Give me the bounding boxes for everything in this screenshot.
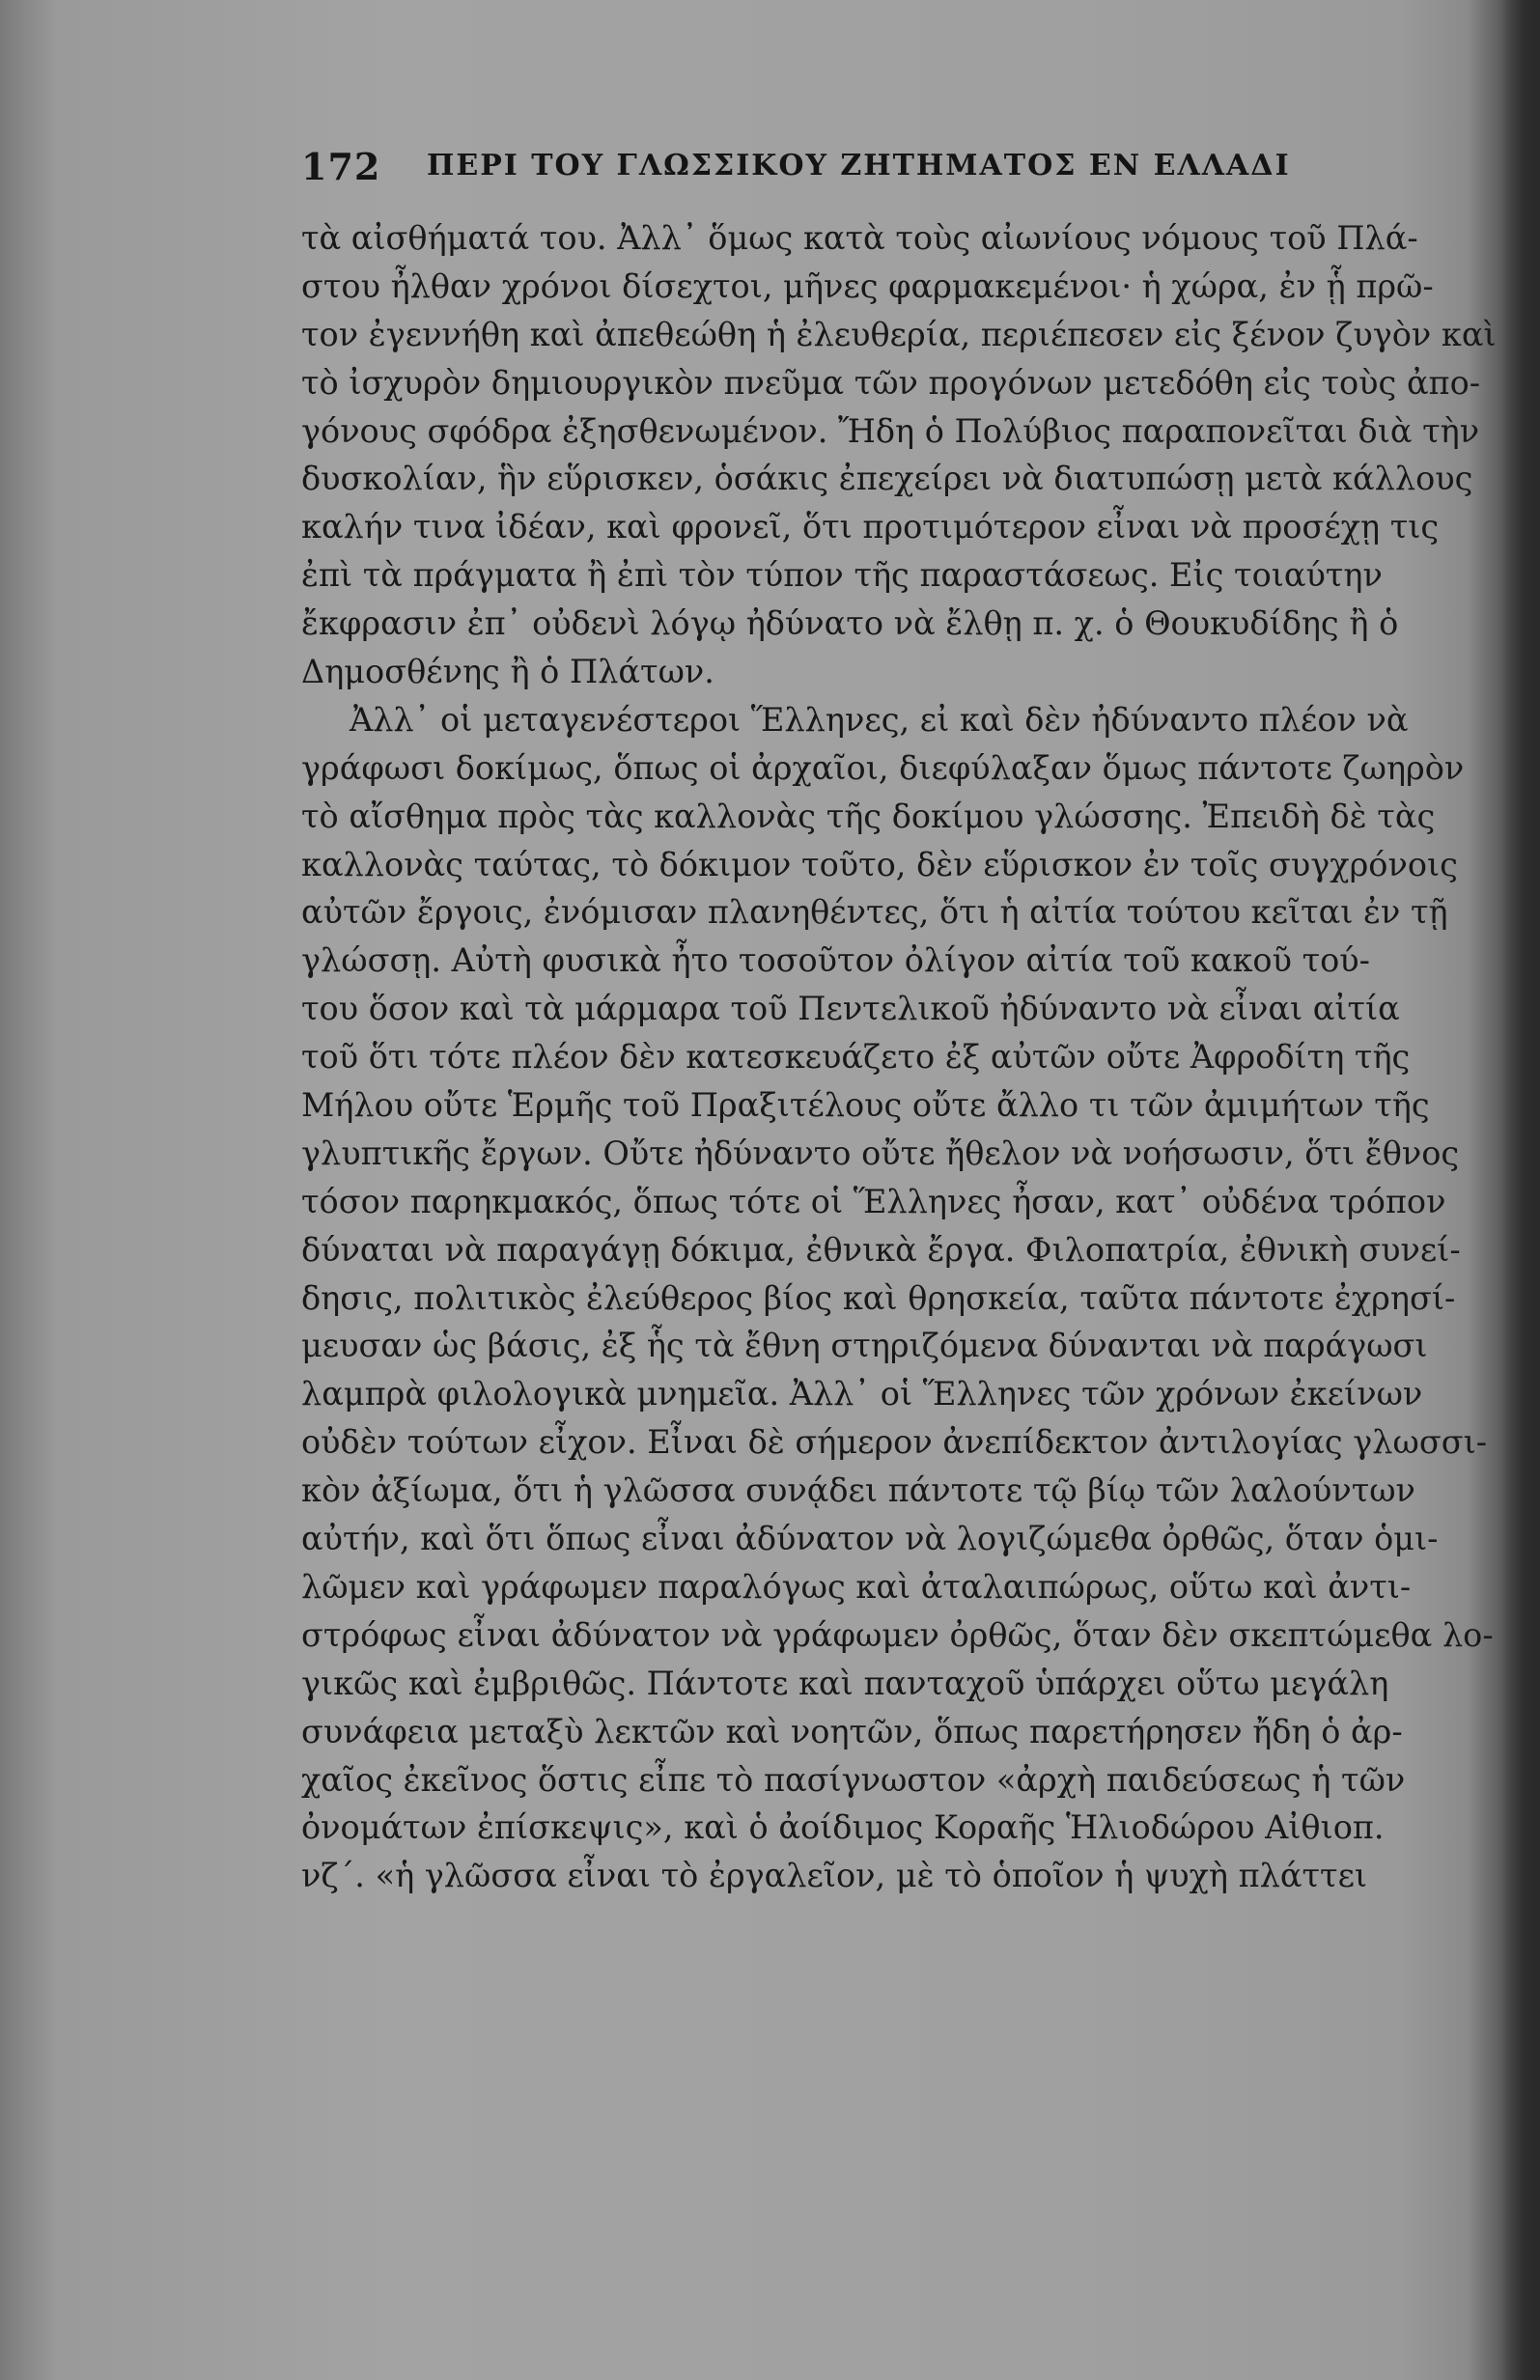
text-line: νζ´. «ἡ γλῶσσα εἶναι τὸ ἐργαλεῖον, μὲ τὸ ὁποῖον ἡ ψυχὴ πλάττει [301,1857,1368,1895]
body-text [301,214,1497,1900]
text-line: στου ἦλθαν χρόνοι δίσεχτοι, μῆνες φαρμακεμένοι· ἡ χώρα, ἐν ᾗ πρῶ- [301,266,1434,305]
text-line: τον ἐγεννήθη καὶ ἀπεθεώθη ἡ ἐλευθερία, περιέπεσεν εἰς ξένον ζυγὸν καὶ [301,315,1497,353]
running-header [301,145,1315,191]
text-line: τόσον παρηκμακός, ὅπως τότε οἱ Ἕλληνες ἦσαν, κατ᾽ οὐδένα τρόπον [301,1182,1446,1220]
text-line: δησις, πολιτικὸς ἐλεύθερος βίος καὶ θρησκεία, ταῦτα πάντοτε ἐχρησί- [301,1278,1456,1317]
text-line: τὰ αἰσθήματά του. Ἀλλ᾽ ὅμως κατὰ τοὺς αἰωνίους νόμους τοῦ Πλά- [301,219,1418,257]
text-line: γράφωσι δοκίμως, ὅπως οἱ ἀρχαῖοι, διεφύλαξαν ὅμως πάντοτε ζωηρὸν [301,748,1465,787]
page-number: 172 [301,145,381,188]
text-line: ὀνομάτων ἐπίσκεψις», καὶ ὁ ἀοίδιμος Κοραῆς Ἡλιοδώρου Αἰθιοπ. [301,1808,1385,1847]
text-line: Δημοσθένης ἢ ὁ Πλάτων. [301,653,714,691]
text-line: ἐπὶ τὰ πράγματα ἢ ἐπὶ τὸν τύπον τῆς παραστάσεως. Εἰς τοιαύτην [301,556,1383,595]
text-line: γλυπτικῆς ἔργων. Οὔτε ἠδύναντο οὔτε ἤθελον νὰ νοήσωσιν, ὅτι ἔθνος [301,1134,1460,1172]
text-line: καλήν τινα ἰδέαν, καὶ φρονεῖ, ὅτι προτιμότερον εἶναι νὰ προσέχῃ τις [301,508,1440,546]
text-line: στρόφως εἶναι ἀδύνατον νὰ γράφωμεν ὀρθῶς, ὅταν δὲν σκεπτώμεθα λο- [301,1615,1494,1654]
text-line: μευσαν ὡς βάσις, ἐξ ἧς τὰ ἔθνη στηριζόμενα δύνανται νὰ παράγωσι [301,1327,1428,1365]
text-line: Μήλου οὔτε Ἑρμῆς τοῦ Πραξιτέλους οὔτε ἄλλο τι τῶν ἀμιμήτων τῆς [301,1086,1430,1125]
text-line: χαῖος ἐκεῖνος ὅστις εἶπε τὸ πασίγνωστον «ἀρχὴ παιδεύσεως ἡ τῶν [301,1760,1406,1799]
text-line: του ὅσον καὶ τὰ μάρμαρα τοῦ Πεντελικοῦ ἠδύναντο νὰ εἶναι αἰτία [301,990,1400,1028]
text-line: αὐτήν, καὶ ὅτι ὅπως εἶναι ἀδύνατον νὰ λογιζώμεθα ὀρθῶς, ὅταν ὁμι- [301,1520,1439,1558]
text-line: δυσκολίαν, ἣν εὕρισκεν, ὁσάκις ἐπεχείρει νὰ διατυπώσῃ μετὰ κάλλους [301,460,1473,498]
text-line: γλώσσῃ. Αὐτὴ φυσικὰ ἦτο τοσοῦτον ὀλίγον αἰτία τοῦ κακοῦ τού- [301,941,1370,980]
text-line: αὐτῶν ἔργοις, ἐνόμισαν πλανηθέντες, ὅτι ἡ αἰτία τούτου κεῖται ἐν τῇ [301,893,1448,932]
text-line: τοῦ ὅτι τότε πλέον δὲν κατεσκευάζετο ἐξ αὐτῶν οὔτε Ἀφροδίτη τῆς [301,1038,1411,1077]
text-line: γόνους σφόδρα ἐξησθενωμένον. Ἤδη ὁ Πολύβιος παραπονεῖται διὰ τὴν [301,411,1480,450]
text-line: γικῶς καὶ ἐμβριθῶς. Πάντοτε καὶ πανταχοῦ ὑπάρχει οὕτω μεγάλη [301,1664,1389,1702]
text-line: συνάφεια μεταξὺ λεκτῶν καὶ νοητῶν, ὅπως παρετήρησεν ἤδη ὁ ἀρ- [301,1712,1403,1750]
text-line: κὸν ἀξίωμα, ὅτι ἡ γλῶσσα συνᾴδει πάντοτε τῷ βίῳ τῶν λαλούντων [301,1471,1415,1510]
text-line: οὐδὲν τούτων εἶχον. Εἶναι δὲ σήμερον ἀνεπίδεκτον ἀντιλογίας γλωσσι- [301,1423,1488,1462]
text-line: τὸ αἴσθημα πρὸς τὰς καλλονὰς τῆς δοκίμου γλώσσης. Ἐπειδὴ δὲ τὰς [301,797,1436,835]
text-line: καλλονὰς ταύτας, τὸ δόκιμον τοῦτο, δὲν εὕρισκον ἐν τοῖς συγχρόνοις [301,845,1458,883]
text-line: λαμπρὰ φιλολογικὰ μνημεῖα. Ἀλλ᾽ οἱ Ἕλληνες τῶν χρόνων ἐκείνων [301,1375,1423,1414]
text-line: τὸ ἰσχυρὸν δημιουργικὸν πνεῦμα τῶν προγόνων μετεδόθη εἰς τοὺς ἀπο- [301,363,1481,402]
text-line: ἔκφρασιν ἐπ᾽ οὐδενὶ λόγῳ ἠδύνατο νὰ ἔλθῃ π. χ. ὁ Θουκυδίδης ἢ ὁ [301,604,1399,643]
text-line: λῶμεν καὶ γράφωμεν παραλόγως καὶ ἀταλαιπώρως, οὕτω καὶ ἀντι- [301,1567,1412,1606]
page-binding-shadow [1501,0,1540,2380]
paragraph-start-line: Ἀλλ᾽ οἱ μεταγενέστεροι Ἕλληνες, εἰ καὶ δὲν ἠδύναντο πλέον νὰ [350,700,1409,739]
page-header-title: ΠΕΡΙ ΤΟΥ ΓΛΩΣΣΙΚΟΥ ΖΗΤΗΜΑΤΟΣ ΕΝ ΕΛΛΑΔΙ [427,149,1291,182]
text-line: δύναται νὰ παραγάγῃ δόκιμα, ἐθνικὰ ἔργα. Φιλοπατρία, ἐθνικὴ συνεί- [301,1230,1461,1269]
